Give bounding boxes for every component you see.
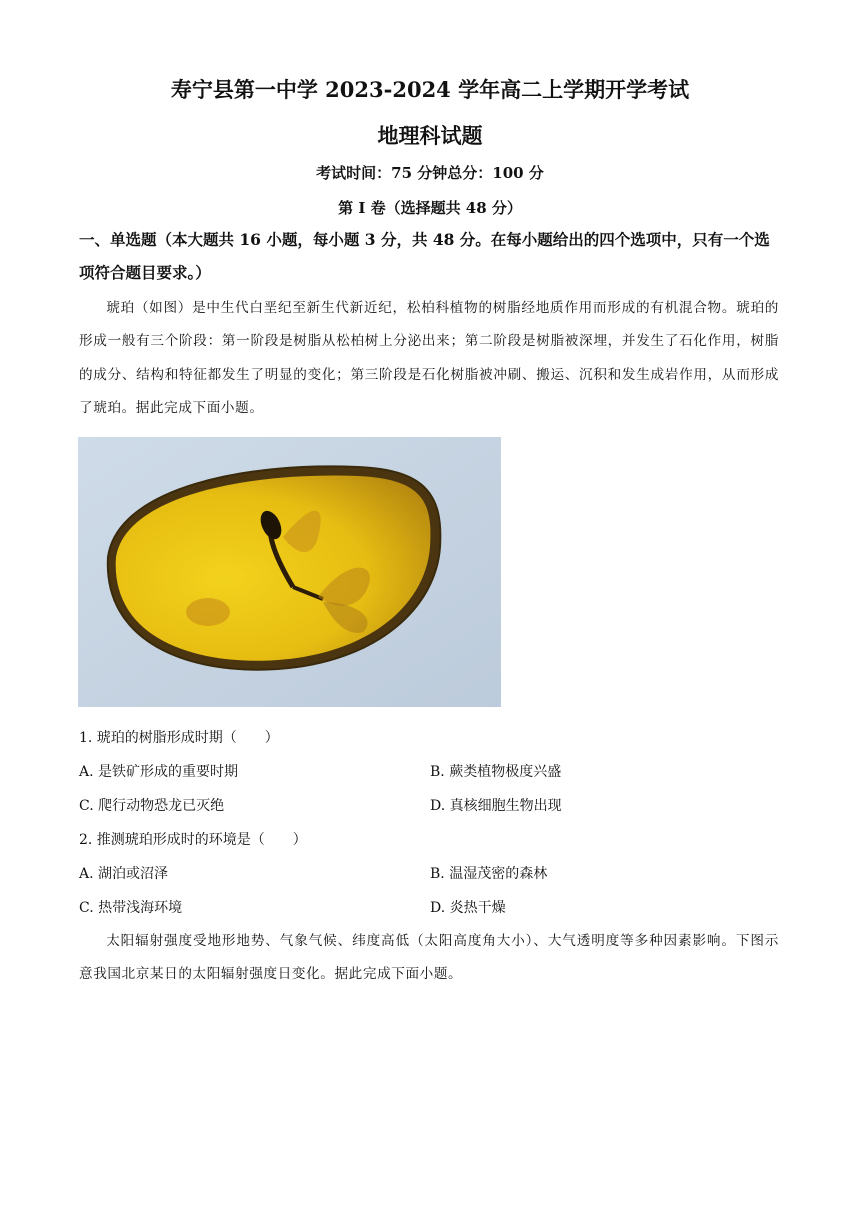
exam-info: 考试时间：75 分钟总分：100 分 xyxy=(316,164,544,182)
volume-heading: 第 I 卷（选择题共 48 分） xyxy=(338,199,522,217)
exam-title: 寿宁县第一中学 2023-2024 学年高二上学期开学考试 xyxy=(170,77,690,102)
question-2-option-d[interactable]: D. 炎热干燥 xyxy=(430,900,506,916)
passage-amber: 琥珀（如图）是中生代白垩纪至新生代新近纪，松柏科植物的树脂经地质作用而形成的有机混合物。琥珀的形成一般有三个阶段：第一阶段是树脂从松柏树上分泌出来；第二阶段是树脂被深埋，并发生了石化作用，树脂的成分、结构和特征都发生了明显的变化；第三阶段是石化树脂被冲刷、搬运、沉积和发生成岩作用，从而形成了琥珀。据此完成下面小题。 xyxy=(79,300,779,416)
question-1-stem: 1. 琥珀的树脂形成时期（ ） xyxy=(79,730,279,746)
section-heading: 一、单选题（本大题共 16 小题，每小题 3 分，共 48 分。在每小题给出的四个选项中，只有一个选项符合题目要求。） xyxy=(79,230,770,282)
question-2-option-b[interactable]: B. 温湿茂密的森林 xyxy=(430,866,548,882)
question-1-option-d[interactable]: D. 真核细胞生物出现 xyxy=(430,798,562,814)
question-2-option-a[interactable]: A. 湖泊或沼泽 xyxy=(79,866,169,882)
passage-solar-radiation: 太阳辐射强度受地形地势、气象气候、纬度高低（太阳高度角大小）、大气透明度等多种因素影响。下图示意我国北京某日的太阳辐射强度日变化。据此完成下面小题。 xyxy=(79,933,779,983)
question-1-option-a[interactable]: A. 是铁矿形成的重要时期 xyxy=(79,764,239,780)
question-1-option-c[interactable]: C. 爬行动物恐龙已灭绝 xyxy=(79,798,225,814)
question-2-stem: 2. 推测琥珀形成时的环境是（ ） xyxy=(79,832,307,848)
question-1-option-b[interactable]: B. 蕨类植物极度兴盛 xyxy=(430,764,562,780)
subject-title: 地理科试题 xyxy=(377,123,483,148)
question-2-option-c[interactable]: C. 热带浅海环境 xyxy=(79,900,183,916)
amber-photo xyxy=(78,437,501,707)
